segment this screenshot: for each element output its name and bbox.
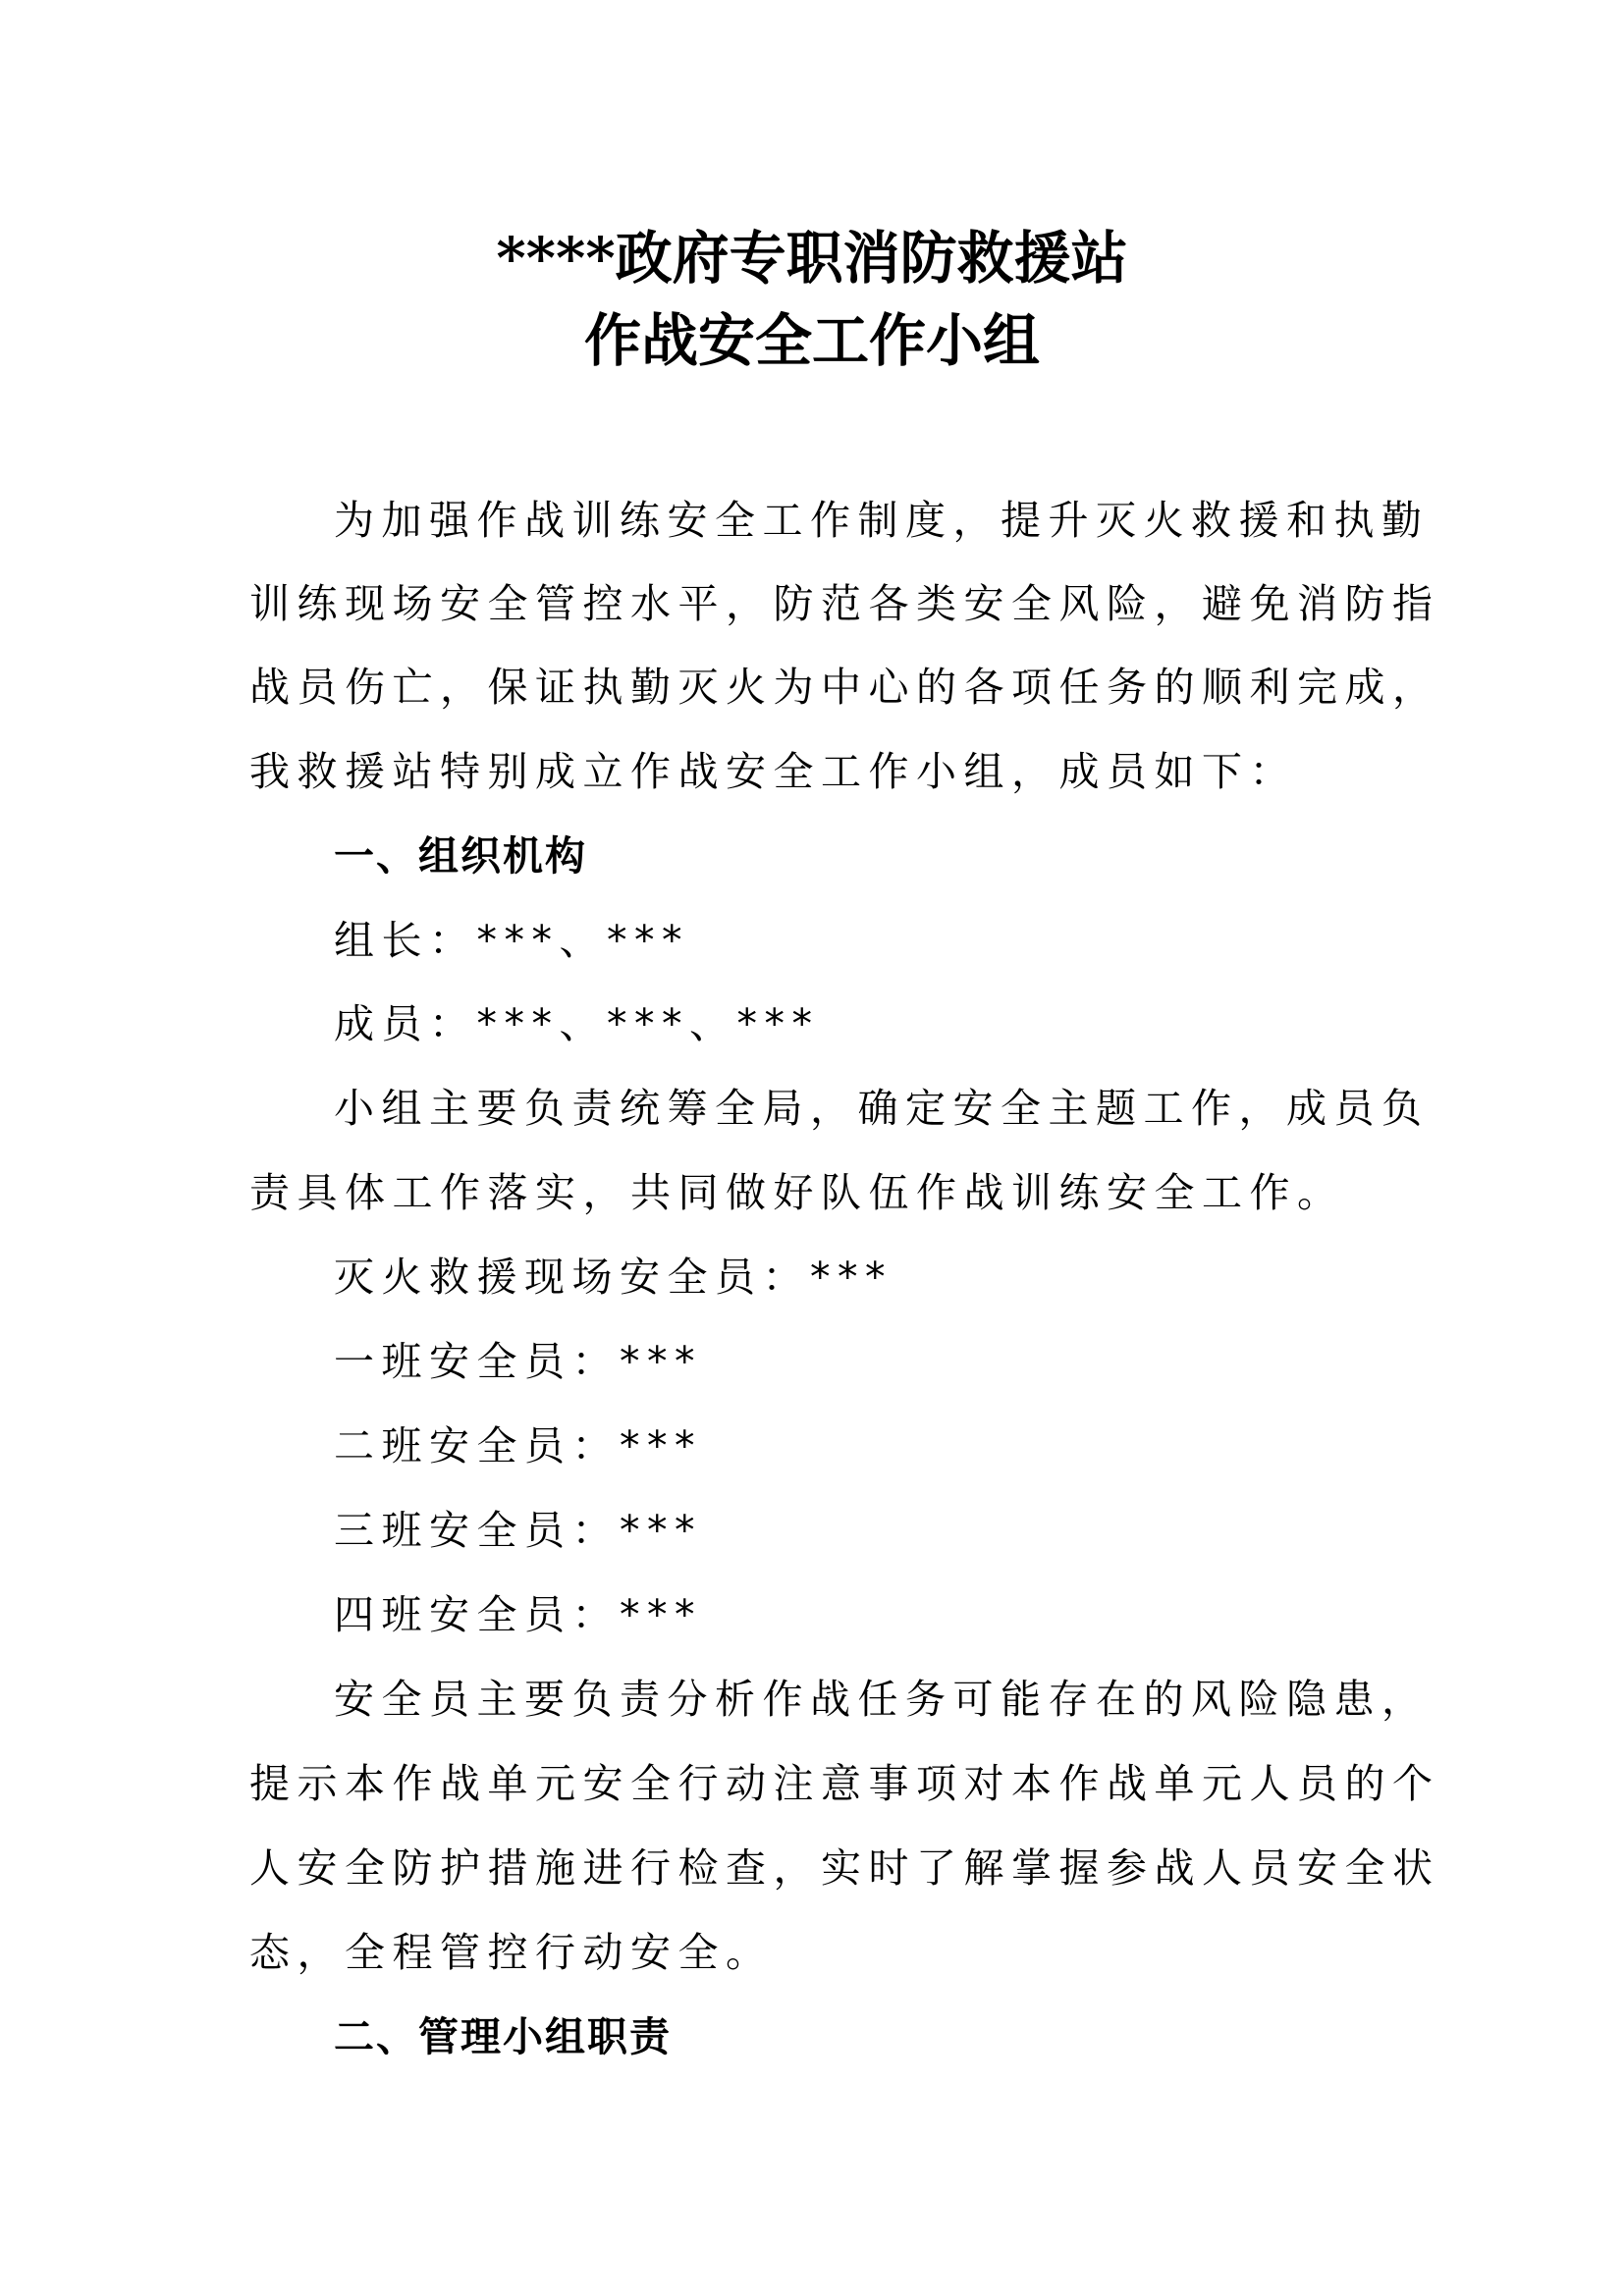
- officer-duty-line: 人安全防护措施进行检查，实时了解掌握参战人员安全状: [249, 1844, 1440, 1892]
- intro-paragraph-line: 为加强作战训练安全工作制度，提升灭火救援和执勤: [334, 497, 1430, 544]
- group-leader-line: 组长：***、***: [334, 917, 689, 964]
- group-members-line: 成员：***、***、***: [334, 1000, 820, 1047]
- safety-officer-line: 四班安全员：***: [334, 1591, 702, 1638]
- intro-paragraph-line: 战员伤亡，保证执勤灭火为中心的各项任务的顺利完成，: [249, 664, 1440, 711]
- document-title-line1: ****政府专职消防救援站: [496, 225, 1128, 292]
- officer-duty-line: 安全员主要负责分析作战任务可能存在的风险隐患，: [334, 1676, 1430, 1723]
- intro-paragraph-line: 我救援站特别成立作战安全工作小组，成员如下：: [249, 748, 1297, 795]
- section-heading-organization: 一、组织机构: [334, 832, 587, 880]
- document-title-line2: 作战安全工作小组: [583, 307, 1040, 374]
- section-heading-management-duties: 二、管理小组职责: [334, 2013, 672, 2060]
- safety-officer-line: 二班安全员：***: [334, 1422, 702, 1469]
- officer-duty-line: 态，全程管控行动安全。: [249, 1929, 774, 1976]
- intro-paragraph-line: 训练现场安全管控水平，防范各类安全风险，避免消防指: [249, 580, 1440, 627]
- group-duty-line: 责具体工作落实，共同做好队伍作战训练安全工作。: [249, 1169, 1345, 1216]
- safety-officer-line: 一班安全员：***: [334, 1338, 702, 1385]
- officer-duty-line: 提示本作战单元安全行动注意事项对本作战单元人员的个: [249, 1760, 1440, 1807]
- group-duty-line: 小组主要负责统筹全局，确定安全主题工作，成员负: [334, 1085, 1430, 1132]
- safety-officer-line: 三班安全员：***: [334, 1507, 702, 1554]
- safety-officer-line: 灭火救援现场安全员：***: [334, 1254, 893, 1301]
